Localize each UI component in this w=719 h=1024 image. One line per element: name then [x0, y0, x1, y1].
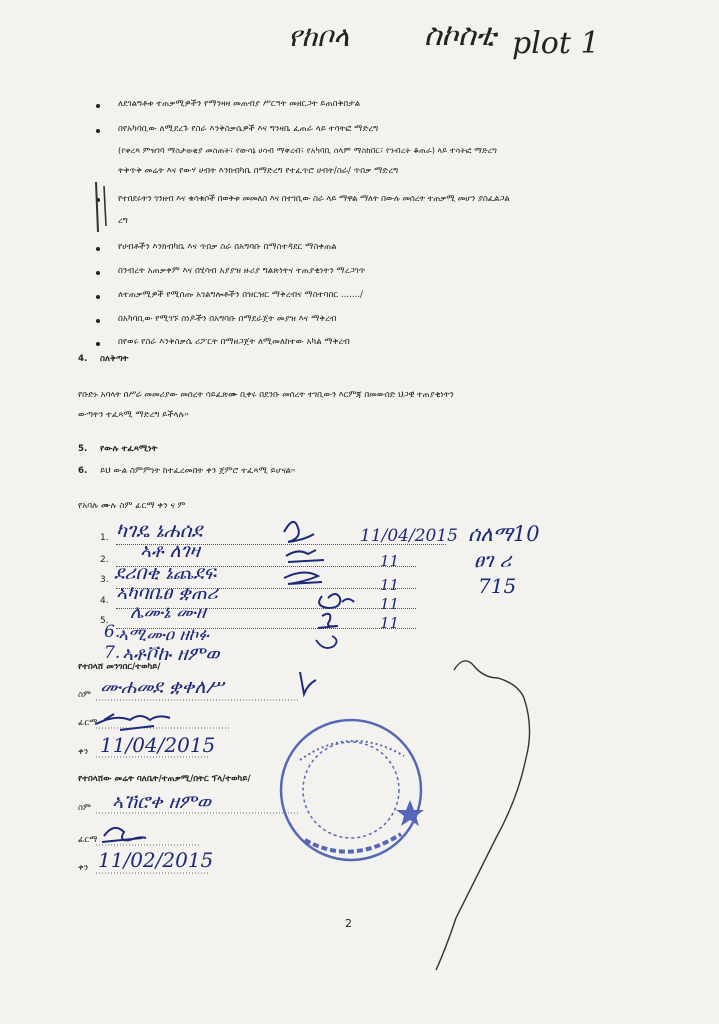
bullet-text: በየወሩ የስራ እንቅስቃሴ ሪፖርት በማዘጋጀት ለሚመለከተው አካል ማቅረብ: [118, 337, 350, 347]
handed-over-name: ሙሐመደ ቋቀለሥ: [100, 676, 224, 698]
signatory-date: 11: [380, 552, 400, 570]
signature-mark: [316, 636, 337, 648]
header-handwriting-right: ስኮስቲ: [424, 18, 497, 53]
section-4-text: የቡድኑ አባላት በሥራ መመሪያው መሰረት ሳይፈጽሙ ቢቀሩ በደንቡ መሰረት ተገቢውን እርምጃ በመውሰድ ህጋዊ ተጠያቂነትን: [78, 389, 454, 399]
section-4-number: 4.: [78, 354, 88, 364]
signature-mark: [300, 672, 316, 694]
side-note-line: ፀገ ሪ: [474, 548, 512, 572]
section-6-number: 6.: [78, 466, 88, 476]
signatories-intro: የአባሉ ሙሉ ስም ፊርማ ቀን ና ም: [78, 501, 186, 511]
bullet-text: ትቅጥቅ መሬት እና የውሃ ሀብት እንክብካቤ በማድረግ የተፈጥሮ ሀብት/ስራ/ ጥበቃ ማድረግ: [118, 166, 399, 176]
signatory-number: 3.: [100, 575, 109, 585]
signatory-name: ሌሙኔ ሙዘ: [130, 602, 206, 623]
section-5-title: የውሉ ተፈጻሚነት: [100, 444, 158, 454]
signatory-name: ኣካባቤፀ ቋጠሪ: [116, 582, 218, 604]
bullet-text: በየአካባቢው ለሚደረጉ የስራ እንቅስቃሴዎች እና ግንዛቤ ፈጠራ ላይ ተሳትፎ ማድረግ: [118, 124, 379, 134]
side-note-line: ሰለማ10: [468, 522, 540, 546]
section-4-text: ውጣትን ተፈጻሚ ማድረግ ይችላሉ።: [78, 410, 189, 420]
signature-mark: [102, 828, 146, 842]
signature-mark: [286, 550, 324, 562]
section-4-title: ስለቅጣት: [100, 354, 129, 364]
signatory-date: 11: [380, 576, 400, 594]
signatory-number: 4.: [100, 596, 109, 606]
handed-over-name-label: ስም: [78, 690, 92, 700]
handed-over-label: የተበላሸ መንገበር/ተወካይ/: [78, 662, 161, 672]
bullet-text: በንብረት አጠቃቀም እና በሂሳብ አያያዝ ዙሪያ ግልጽነትና ተጠያቂነትን ማረጋገጥ: [118, 266, 366, 276]
signatory-name: ኣቶ ለገዛ: [140, 540, 200, 562]
received-by-sign-label: ፊርማ: [78, 835, 98, 845]
margin-bracket-mark: [96, 182, 98, 232]
bullet-text: ለተጠቃሚዎች የሚሰጡ አገልግሎቶችን በዝርዝር ማቅረብና ማስተባበር ......./: [118, 290, 363, 300]
bullet-text: ረግ: [118, 216, 128, 226]
received-by-date: 11/02/2015: [98, 848, 214, 872]
signatory-name: ኣሚሙዐ ዘኮፉ: [118, 625, 210, 645]
header-handwriting-left: የከቦላ: [288, 20, 350, 53]
signature-mark: [318, 614, 338, 628]
received-by-name: ኣኸሮቀ ዘምወ: [112, 791, 211, 813]
received-by-name-label: ስም: [78, 803, 92, 813]
signature-mark: [319, 594, 354, 608]
bullet-text: በአካባቢው የሚገኙ ሰነዶችን በአግባቡ በማደራጀት መያዝ እና ማቅረብ: [118, 314, 337, 324]
signatory-number: 2.: [100, 555, 109, 565]
received-by-label: የተበላሸው መሬት ባለቤት/ተጠቃሚ/በትር ፕላ/ተወካይ/: [78, 774, 251, 784]
signatory-number: 5.: [100, 616, 109, 626]
signatory-date: 11: [380, 595, 400, 613]
signatory-date: 11: [380, 614, 400, 632]
bullet-text: የተበደሩትን ገንዘብ እና ቁሳቁሶች በወቅቱ መመለስ እና በተገቢው ስራ ላይ ማዋል ማለት በውሉ መሰረት ተጠቃሚ መሆን ያስፈልጋል: [118, 193, 510, 203]
signatory-number: 7.: [104, 643, 121, 663]
bullet-text: ለደገልግቶቱ ተጠቃሚዎችን የማንዛዛ መጠብያ ሥርዓት መዘርጋት ይጠበቅበታል: [118, 99, 361, 109]
official-stamp: [281, 720, 424, 860]
signatory-date: 11/04/2015: [360, 526, 458, 546]
section-5-number: 5.: [78, 444, 88, 454]
received-by-date-label: ቀን: [78, 863, 89, 873]
freehand-scribble: [436, 661, 530, 970]
signature-mark: [284, 522, 314, 542]
handed-over-date-label: ቀን: [78, 747, 89, 757]
signatory-number: 6.: [104, 622, 121, 642]
plot-label: plot 1: [512, 26, 600, 61]
bullet-text: የሀብቶችን እንክብካቤ እና ጥበቃ ስራ በአግባቡ በማስተዳደር ማስቀጠል: [118, 242, 337, 252]
handed-over-sign-label: ፊርማ: [78, 718, 98, 728]
section-6-text: ይህ ውል ስምምነት ከተፈረመበት ቀን ጀምሮ ተፈጻሚ ይሆናል።: [100, 466, 296, 476]
signatory-name: ደሪበቂ ኔጨደፍ: [114, 562, 217, 584]
signatory-number: 1.: [100, 533, 109, 543]
side-note-line: 715: [478, 574, 517, 598]
signatory-name: ኣቶቮኩ ዘምወ: [122, 643, 220, 665]
signatory-name: ካገዴ ኔሐሰደ: [116, 518, 203, 542]
signature-mark: [96, 714, 170, 730]
signature-mark: [284, 572, 322, 584]
bullet-text: (የቀረጻ ምዝገባ ማስታወቂያ መስጠት፣ የውሳኔ ሀሳብ ማቅረብ፣ የአካባቢ ሰላም ማስከበር፣ የንብረት ቆጠራ) ላይ ተሳትፎ ማድረግ: [118, 145, 497, 155]
page-number: 2: [345, 917, 352, 930]
handed-over-date: 11/04/2015: [100, 733, 216, 757]
margin-bracket-mark: [104, 186, 106, 226]
